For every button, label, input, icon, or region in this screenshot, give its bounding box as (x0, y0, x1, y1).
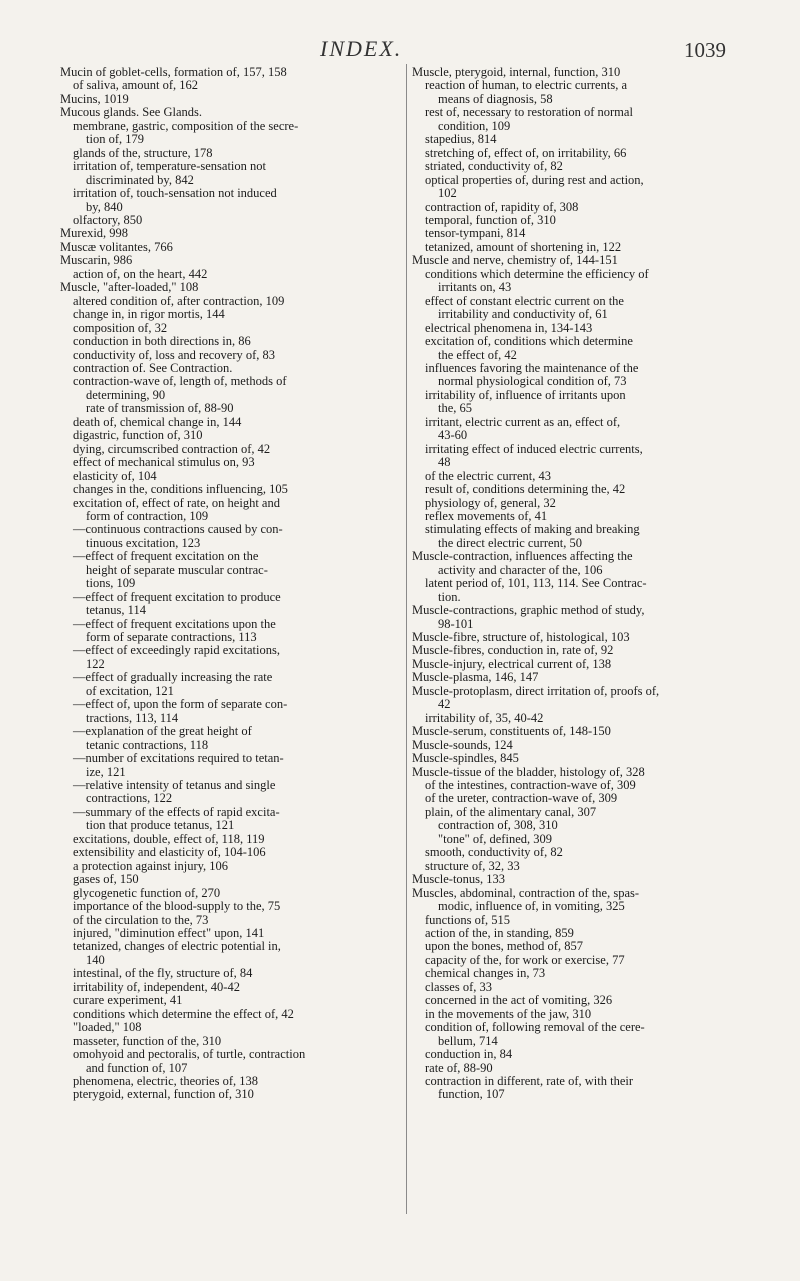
index-subentry: determining, 90 (86, 388, 166, 402)
index-subentry: —continuous contractions caused by con- (73, 523, 283, 537)
index-entry: Muscle and nerve, chemistry of, 144-151 (412, 254, 618, 268)
index-entry: Muscle-tissue of the bladder, histology of, 328 (412, 765, 645, 779)
index-subentry: form of separate contractions, 113 (86, 631, 257, 645)
left-column (60, 66, 404, 1102)
index-subentry: masseter, function of the, 310 (73, 1034, 222, 1048)
index-entry: Muscle-tonus, 133 (412, 873, 506, 887)
index-subentry: activity and character of the, 106 (438, 563, 603, 577)
index-subentry: 98-101 (438, 617, 474, 631)
index-subentry: contraction-wave of, length of, methods of (73, 375, 287, 389)
index-entry: Muscle-protoplasm, direct irritation of, proofs of, (412, 684, 660, 698)
page-header (0, 22, 800, 62)
index-subentry: —effect of exceedingly rapid excitations, (73, 644, 280, 658)
index-subentry: 48 (438, 456, 451, 470)
index-subentry: rate of transmission of, 88-90 (86, 402, 234, 416)
index-subentry: —effect of frequent excitation on the (73, 550, 259, 564)
index-entry: Mucous glands. See Glands. (60, 106, 202, 120)
index-subentry: irritability of, independent, 40-42 (73, 980, 240, 994)
index-subentry: phenomena, electric, theories of, 138 (73, 1074, 258, 1088)
index-subentry: tetanized, amount of shortening in, 122 (425, 240, 622, 254)
index-entry: Murexid, 998 (60, 227, 129, 241)
index-subentry: smooth, conductivity of, 82 (425, 846, 563, 860)
index-subentry: contractions, 122 (86, 792, 173, 806)
index-subentry: condition, 109 (438, 119, 511, 133)
index-subentry: the, 65 (438, 402, 473, 416)
index-subentry: irritation of, temperature-sensation not (73, 160, 266, 174)
index-subentry: rest of, necessary to restoration of normal (425, 106, 633, 120)
index-subentry: death of, chemical change in, 144 (73, 415, 242, 429)
index-subentry: temporal, function of, 310 (425, 213, 556, 227)
index-subentry: tion of, 179 (86, 133, 144, 147)
index-subentry: effect of mechanical stimulus on, 93 (73, 456, 255, 470)
index-subentry: action of, on the heart, 442 (73, 267, 208, 281)
index-entry: Muscle-contraction, influences affecting the (412, 550, 633, 564)
index-subentry: digastric, function of, 310 (73, 429, 203, 443)
index-entry: Muscle-plasma, 146, 147 (412, 671, 539, 685)
index-entry: Mucins, 1019 (60, 92, 129, 106)
index-subentry: in the movements of the jaw, 310 (425, 1007, 592, 1021)
index-subentry: ize, 121 (86, 765, 126, 779)
index-entry: Muscarin, 986 (60, 254, 133, 268)
index-subentry: rate of, 88-90 (425, 1061, 493, 1075)
index-subentry: and function of, 107 (86, 1061, 188, 1075)
index-subentry: a protection against injury, 106 (73, 859, 229, 873)
index-subentry: irritation of, touch-sensation not induced (73, 187, 277, 201)
index-subentry: of excitation, 121 (86, 684, 174, 698)
index-entry: Muscle, "after-loaded," 108 (60, 281, 199, 295)
index-subentry: membrane, gastric, composition of the secre- (73, 119, 299, 133)
index-subentry: result of, conditions determining the, 42 (425, 483, 626, 497)
index-subentry: physiology of, general, 32 (425, 496, 556, 510)
index-subentry: intestinal, of the fly, structure of, 84 (73, 967, 253, 981)
index-entry: Muscle-sounds, 124 (412, 738, 513, 752)
index-subentry: 140 (86, 953, 105, 967)
index-subentry: stapedius, 814 (425, 133, 497, 147)
index-subentry: conduction in, 84 (425, 1048, 513, 1062)
index-subentry: reflex movements of, 41 (425, 509, 548, 523)
index-subentry: means of diagnosis, 58 (438, 92, 553, 106)
index-subentry: conditions which determine the efficiency of (425, 267, 649, 281)
index-subentry: optical properties of, during rest and action, (425, 173, 644, 187)
index-entry: Muscle-fibre, structure of, histological, 103 (412, 631, 630, 645)
index-subentry: tion that produce tetanus, 121 (86, 819, 235, 833)
page-number: 1039 (684, 38, 726, 62)
index-subentry: normal physiological condition of, 73 (438, 375, 627, 389)
index-subentry: curare experiment, 41 (73, 994, 183, 1008)
index-subentry: tion. (438, 590, 461, 604)
index-subentry: elasticity of, 104 (73, 469, 157, 483)
index-subentry: excitation of, conditions which determine (425, 335, 633, 349)
index-subentry: "tone" of, defined, 309 (438, 832, 552, 846)
index-subentry: by, 840 (86, 200, 123, 214)
index-subentry: form of contraction, 109 (86, 509, 209, 523)
index-subentry: the direct electric current, 50 (438, 536, 583, 550)
index-subentry: —explanation of the great height of (73, 725, 252, 739)
index-subentry: electrical phenomena in, 134-143 (425, 321, 593, 335)
index-subentry: stretching of, effect of, on irritability, 66 (425, 146, 627, 160)
index-subentry: conduction in both directions in, 86 (73, 335, 251, 349)
index-entry: Muscles, abdominal, contraction of the, spas- (412, 886, 640, 900)
index-subentry: influences favoring the maintenance of the (425, 361, 639, 375)
index-subentry: olfactory, 850 (73, 213, 143, 227)
index-subentry: conductivity of, loss and recovery of, 83 (73, 348, 276, 362)
index-subentry: —effect of frequent excitations upon the (73, 617, 276, 631)
index-subentry: functions of, 515 (425, 913, 511, 927)
index-subentry: tetanized, changes of electric potential in, (73, 940, 281, 954)
index-subentry: structure of, 32, 33 (425, 859, 520, 873)
index-subentry: conditions which determine the effect of, 42 (73, 1007, 294, 1021)
index-subentry: effect of constant electric current on the (425, 294, 624, 308)
index-subentry: tetanus, 114 (86, 604, 146, 618)
index-subentry: concerned in the act of vomiting, 326 (425, 994, 613, 1008)
index-subentry: —number of excitations required to tetan- (73, 752, 284, 766)
index-subentry: function, 107 (438, 1088, 505, 1102)
index-subentry: of the intestines, contraction-wave of, 309 (425, 779, 636, 793)
index-subentry: 122 (86, 657, 105, 671)
index-subentry: dying, circumscribed contraction of, 42 (73, 442, 271, 456)
index-subentry: of the ureter, contraction-wave of, 309 (425, 792, 618, 806)
index-entry: Muscle-serum, constituents of, 148-150 (412, 725, 611, 739)
index-subentry: discriminated by, 842 (86, 173, 194, 187)
index-subentry: glycogenetic function of, 270 (73, 886, 221, 900)
index-subentry: latent period of, 101, 113, 114. See Contrac- (425, 577, 647, 591)
index-subentry: 43-60 (438, 429, 468, 443)
index-subentry: condition of, following removal of the cere- (425, 1021, 645, 1035)
index-subentry: gases of, 150 (73, 873, 139, 887)
index-subentry: irritating effect of induced electric currents, (425, 442, 643, 456)
right-column (412, 66, 756, 1102)
index-subentry: irritability of, influence of irritants upon (425, 388, 626, 402)
index-subentry: —effect of frequent excitation to produce (73, 590, 281, 604)
index-subentry: —relative intensity of tetanus and single (73, 779, 276, 793)
index-subentry: 42 (438, 698, 451, 712)
index-subentry: action of the, in standing, 859 (425, 927, 574, 940)
index-entry: Muscle-fibres, conduction in, rate of, 92 (412, 644, 614, 658)
index-subentry: of saliva, amount of, 162 (73, 79, 198, 93)
index-subentry: upon the bones, method of, 857 (425, 940, 583, 954)
index-subentry: the effect of, 42 (438, 348, 517, 362)
index-entry: Muscle-contractions, graphic method of study, (412, 604, 645, 618)
index-subentry: —effect of, upon the form of separate con- (73, 698, 288, 712)
index-subentry: tensor-tympani, 814 (425, 227, 526, 241)
index-subentry: injured, "diminution effect" upon, 141 (73, 927, 265, 940)
index-entry: Muscle-spindles, 845 (412, 752, 519, 766)
index-entry: Muscle-injury, electrical current of, 138 (412, 657, 612, 671)
index-subentry: importance of the blood-supply to the, 75 (73, 900, 281, 914)
index-subentry: —effect of gradually increasing the rate (73, 671, 273, 685)
index-subentry: classes of, 33 (425, 980, 492, 994)
index-subentry: irritants on, 43 (438, 281, 512, 295)
index-subentry: reaction of human, to electric currents, a (425, 79, 627, 93)
index-subentry: stimulating effects of making and breaking (425, 523, 640, 537)
index-subentry: height of separate muscular contrac- (86, 563, 268, 577)
index-subentry: tetanic contractions, 118 (86, 738, 209, 752)
index-entry: Muscle, pterygoid, internal, function, 310 (412, 66, 621, 79)
index-subentry: capacity of the, for work or exercise, 77 (425, 953, 625, 967)
index-subentry: extensibility and elasticity of, 104-106 (73, 846, 266, 860)
index-subentry: tinuous excitation, 123 (86, 536, 201, 550)
index-subentry: irritability and conductivity of, 61 (438, 308, 608, 322)
index-subentry: contraction of, 308, 310 (438, 819, 558, 833)
index-subentry: irritability of, 35, 40-42 (425, 711, 544, 725)
index-subentry: "loaded," 108 (73, 1021, 142, 1035)
index-subentry: composition of, 32 (73, 321, 168, 335)
index-subentry: tractions, 113, 114 (86, 711, 179, 725)
index-subentry: altered condition of, after contraction, 109 (73, 294, 285, 308)
column-divider (406, 64, 407, 1214)
index-subentry: glands of the, structure, 178 (73, 146, 213, 160)
index-subentry: irritant, electric current as an, effect of, (425, 415, 621, 429)
index-subentry: striated, conductivity of, 82 (425, 160, 563, 174)
index-subentry: pterygoid, external, function of, 310 (73, 1088, 254, 1102)
index-subentry: of the circulation to the, 73 (73, 913, 209, 927)
index-subentry: excitations, double, effect of, 118, 119 (73, 832, 265, 846)
index-subentry: change in, in rigor mortis, 144 (73, 308, 225, 322)
index-subentry: plain, of the alimentary canal, 307 (425, 805, 597, 819)
running-title: INDEX. (320, 36, 403, 61)
index-subentry: contraction of, rapidity of, 308 (425, 200, 579, 214)
index-subentry: excitation of, effect of rate, on height and (73, 496, 280, 510)
index-subentry: 102 (438, 187, 457, 201)
index-subentry: bellum, 714 (438, 1034, 498, 1048)
index-subentry: contraction of. See Contraction. (73, 361, 233, 375)
index-subentry: omohyoid and pectoralis, of turtle, contraction (73, 1048, 306, 1062)
index-subentry: —summary of the effects of rapid excita- (73, 805, 280, 819)
index-entry: Muscæ volitantes, 766 (60, 240, 173, 254)
index-entry: Mucin of goblet-cells, formation of, 157, 158 (60, 66, 287, 79)
index-subentry: chemical changes in, 73 (425, 967, 546, 981)
index-subentry: changes in the, conditions influencing, 105 (73, 483, 288, 497)
index-subentry: contraction in different, rate of, with their (425, 1074, 634, 1088)
index-subentry: of the electric current, 43 (425, 469, 551, 483)
index-subentry: modic, influence of, in vomiting, 325 (438, 900, 625, 914)
index-subentry: tions, 109 (86, 577, 136, 591)
